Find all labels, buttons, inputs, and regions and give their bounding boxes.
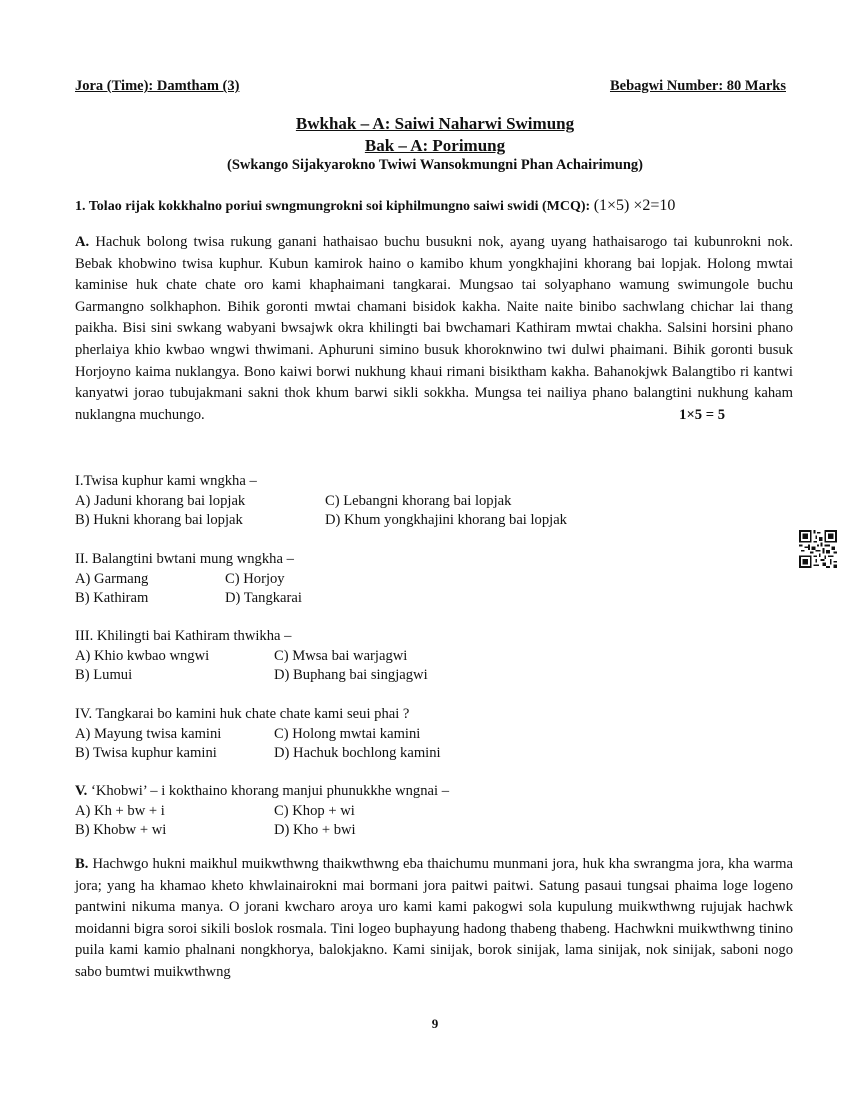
mcq-question-text: ‘Khobwi’ – i kokthaino khorang manjui phunukkhe wngnai – bbox=[90, 783, 449, 799]
passage-b-label: B. bbox=[75, 856, 89, 872]
mcq-option: B) Hukni khorang bai lopjak bbox=[75, 512, 243, 528]
part-title: Bak – A: Porimung bbox=[364, 136, 506, 155]
mcq-option: A) Jaduni khorang bai lopjak bbox=[75, 492, 246, 509]
mcq-question-number: V. bbox=[75, 783, 88, 799]
mcq-question bbox=[75, 627, 428, 686]
mcq-option: C) Horjoy bbox=[225, 570, 285, 587]
question-1-heading bbox=[75, 197, 675, 215]
passage-b bbox=[75, 854, 793, 984]
exam-duration: Jora (Time): Damtham (3) bbox=[75, 78, 240, 94]
mcq-option: C) Holong mwtai kamini bbox=[274, 725, 421, 742]
question-1-marks: (1×5) ×2=10 bbox=[593, 197, 676, 214]
mcq-option: D) Kho + bwi bbox=[274, 822, 356, 838]
mcq-option: C) Lebangni khorang bai lopjak bbox=[325, 492, 512, 509]
mcq-option: D) Tangkarai bbox=[225, 590, 302, 606]
mcq-question bbox=[75, 782, 449, 841]
mcq-option: B) Khobw + wi bbox=[75, 822, 167, 838]
mcq-question-title bbox=[75, 782, 449, 802]
total-marks: Bebagwi Number: 80 Marks bbox=[609, 78, 786, 94]
section-title: Bwkhak – A: Saiwi Naharwi Swimung bbox=[295, 114, 575, 133]
mcq-option: D) Hachuk bochlong kamini bbox=[274, 745, 441, 761]
mcq-question-title: I.Twisa kuphur kami wngkha – bbox=[75, 473, 257, 489]
mcq-option: B) Twisa kuphur kamini bbox=[75, 745, 217, 761]
passage-b-text: Hachwgo hukni maikhul muikwthwng thaikwthwng eba thaichumu munmani jora, huk kha swrangma jora, kha warma jora; yang ha khamao kheto khwlainairokni mai bormani jora paitwi paitwi. Satung pasaui tungsai phaima loge logeno pantwini nikuma manya. O jorani kwcharo aroya uro kami kami pakogwi sola kupulung muikwthwng rujujak hachwk moidanni bigra soroi sikili boslok rosmala. Tini logeo buphayung hadong thabeng thabeng. Hachwkni muikwthwng tinino puila kami kamio phalnani nongkhorya, balokjakno. Kami sinijak, borok sinijak, lama sinijak, nok sinijak, saboni nogo sabo bumtwi muikwthwng bbox=[75, 856, 794, 980]
mcq-option: C) Mwsa bai warjagwi bbox=[274, 647, 408, 664]
mcq-option: C) Khop + wi bbox=[274, 802, 355, 819]
passage-a-text: Hachuk bolong twisa rukung ganani hathaisao buchu busukni nok, ayang uyang hathaisarogo tai kubunrokni nok. Bebak khobwino twisa kuphur. Kubun kamirok haino o kamibo khum yongkhajini khorang bai lopjak. Holong mwtai kaminise huk chate chate oro kami khaphaimani tangkarai. Mungsao tai solyaphano wamung swimungole buchu Garmangno solkhaphon. Bihik goronti mwtai chamani bisidok kakha. Naite naite binibo sachwlang chichar lai thang paikha. Bisi sini swkang wabyani bwsajwk okra khilingti bai bwchamari Kathiram mwtai chakha. Salsini horsini phano pherlaiya khio kwbao wngwi thwimani. Aphuruni simino busuk khoroknwino twi dulwi phaimani. Bihik goronti busuk Horjoyno kaima nuklangya. Bono kaiwi borwi nukhung khaui rimani bisiktham kakha. Bahanokjwk Balangtibo ri kantwi kanyatwi jorao tubujakmani sakni thok khum barwi sikli sokkha. Mungsa tei nailiya phano balangtini nukhung kaham nuklangna muchungo. bbox=[75, 234, 793, 423]
passage-a-score: 1×5 = 5 bbox=[679, 406, 725, 423]
mcq-option: D) Khum yongkhajini khorang bai lopjak bbox=[325, 512, 567, 528]
mcq-question-title: IV. Tangkarai bo kamini huk chate chate kami seui phai ? bbox=[75, 706, 410, 722]
mcq-question-title: II. Balangtini bwtani mung wngkha – bbox=[75, 551, 294, 567]
qr-code-icon[interactable] bbox=[799, 530, 837, 568]
mcq-question bbox=[75, 705, 441, 764]
mcq-option: B) Lumui bbox=[75, 667, 133, 683]
mcq-option: A) Kh + bw + i bbox=[75, 802, 165, 819]
section-instruction: (Swkango Sijakyarokno Twiwi Wansokmungni Phan Achairimung) bbox=[227, 157, 643, 173]
mcq-question bbox=[75, 472, 567, 531]
passage-a-label: A. bbox=[75, 234, 90, 250]
page-number: 9 bbox=[431, 1016, 439, 1031]
mcq-question-title: III. Khilingti bai Kathiram thwikha – bbox=[75, 628, 292, 644]
mcq-option: A) Garmang bbox=[75, 570, 149, 587]
mcq-option: B) Kathiram bbox=[75, 590, 149, 606]
mcq-question bbox=[75, 550, 302, 609]
passage-a bbox=[75, 232, 793, 426]
mcq-option: A) Khio kwbao wngwi bbox=[75, 647, 210, 664]
mcq-option: D) Buphang bai singjagwi bbox=[274, 667, 428, 683]
question-1-text: 1. Tolao rijak kokkhalno poriui swngmungrokni soi kiphilmungno saiwi swidi (MCQ): bbox=[75, 199, 591, 214]
mcq-option: A) Mayung twisa kamini bbox=[75, 725, 222, 742]
